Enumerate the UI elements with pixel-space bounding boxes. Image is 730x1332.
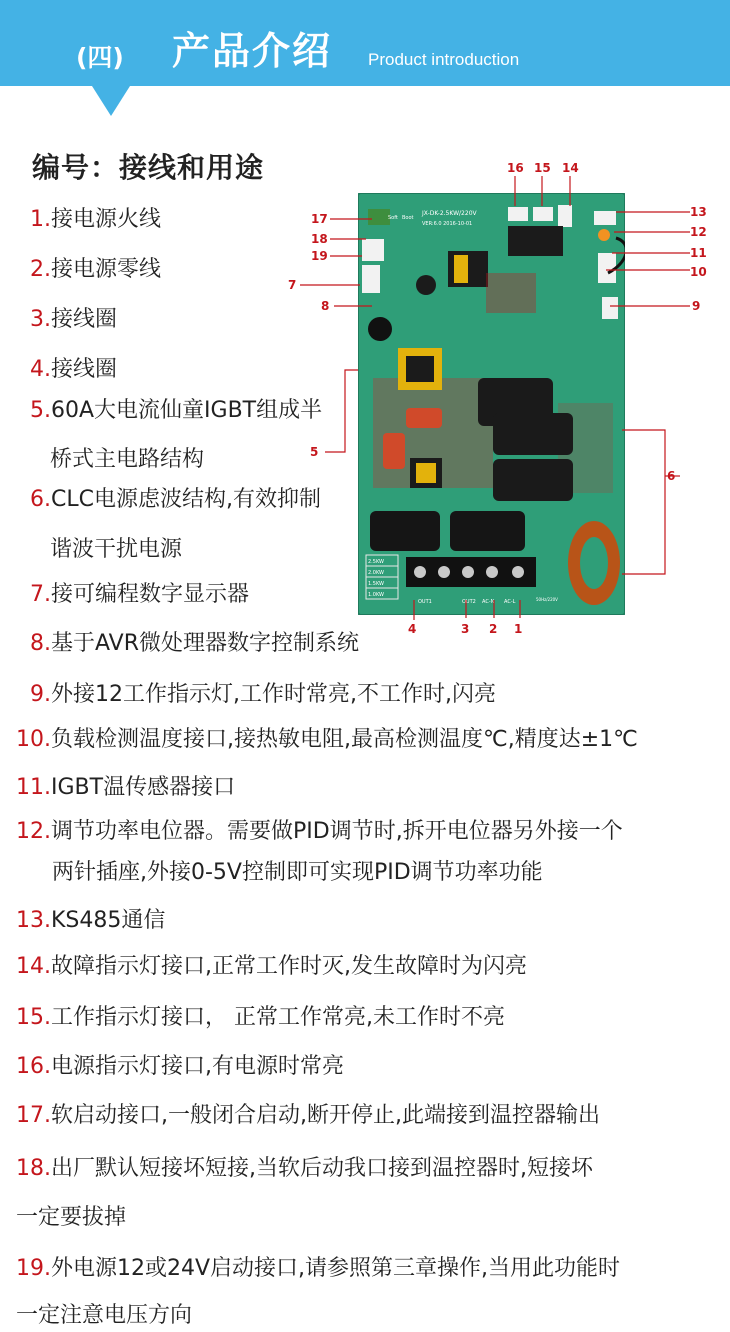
callout-6: 6 xyxy=(667,469,676,483)
svg-text:2.5KW: 2.5KW xyxy=(368,559,384,565)
boot-label: Boot xyxy=(402,215,414,221)
section-title: 编号：接线和用途 xyxy=(32,151,265,184)
list-item: 12.调节功率电位器。需要做PID调节时,拆开电位器另外接一个 xyxy=(16,819,623,844)
list-item: 19.外电源12或24V启动接口,请参照第三章操作,当用此功能时 xyxy=(16,1256,621,1281)
callout-3: 3 xyxy=(461,622,470,636)
board-model: JX-DK-2.5KW/220V xyxy=(422,210,477,217)
list-item-continuation: 谐波干扰电源 xyxy=(50,537,183,562)
callout-4: 4 xyxy=(408,622,417,636)
svg-text:50Hz/220V: 50Hz/220V xyxy=(536,597,558,602)
list-item: 18.出厂默认短接坏短接,当软后动我口接到温控器时,短接坏 xyxy=(16,1156,593,1181)
callout-2: 2 xyxy=(489,622,498,636)
callout-15: 15 xyxy=(534,161,551,175)
callout-7: 7 xyxy=(288,278,297,292)
list-item-continuation: 一定要拔掉 xyxy=(16,1205,127,1230)
callout-13: 13 xyxy=(690,205,707,219)
list-item: 7.接可编程数字显示器 xyxy=(30,582,250,607)
callout-16: 16 xyxy=(507,161,524,175)
list-item: 5.60A大电流仙童IGBT组成半 xyxy=(30,398,323,423)
callout-11: 11 xyxy=(690,246,707,260)
list-item-continuation: 一定注意电压方向 xyxy=(16,1303,193,1328)
soft-label: Soft xyxy=(388,215,398,221)
list-item: 16.电源指示灯接口,有电源时常亮 xyxy=(16,1054,344,1079)
page-title: 产品介绍 xyxy=(172,29,333,73)
list-item: 2.接电源零线 xyxy=(30,257,162,282)
page-subtitle: Product introduction xyxy=(368,50,520,69)
list-item: 4.接线圈 xyxy=(30,357,118,382)
svg-text:1.0KW: 1.0KW xyxy=(368,592,384,598)
callout-9: 9 xyxy=(692,299,701,313)
callout-19: 19 xyxy=(311,249,328,263)
list-item: 15.工作指示灯接口， 正常工作常亮,未工作时不亮 xyxy=(16,1005,505,1030)
board-date: VER:6.0 2016-10-01 xyxy=(422,221,473,227)
list-item: 6.CLC电源虑波结构,有效抑制 xyxy=(30,487,321,512)
callout-5: 5 xyxy=(310,445,319,459)
list-item-continuation: 桥式主电路结构 xyxy=(50,447,205,472)
list-item-continuation: 两针插座,外接0-5V控制即可实现PID调节功率功能 xyxy=(52,860,543,885)
list-item: 10.负载检测温度接口,接热敏电阻,最高检测温度℃,精度达±1℃ xyxy=(16,727,638,752)
callout-18: 18 xyxy=(311,232,328,246)
list-item: 14.故障指示灯接口,正常工作时灭,发生故障时为闪亮 xyxy=(16,954,527,979)
svg-text:AC-N: AC-N xyxy=(482,599,495,605)
list-item: 11.IGBT温传感器接口 xyxy=(16,775,236,800)
list-item: 13.KS485通信 xyxy=(16,908,166,933)
callout-8: 8 xyxy=(321,299,330,313)
callout-1: 1 xyxy=(514,622,523,636)
svg-text:2.0KW: 2.0KW xyxy=(368,570,384,576)
list-item: 17.软启动接口,一般闭合启动,断开停止,此端接到温控器输出 xyxy=(16,1103,600,1128)
callout-17: 17 xyxy=(311,212,328,226)
section-number: (四) xyxy=(76,43,124,72)
svg-text:OUT2: OUT2 xyxy=(462,599,476,605)
list-item: 1.接电源火线 xyxy=(30,207,162,232)
callout-10: 10 xyxy=(690,265,707,279)
list-item: 8.基于AVR微处理器数字控制系统 xyxy=(30,631,359,656)
callout-14: 14 xyxy=(562,161,579,175)
list-item: 9.外接12工作指示灯,工作时常亮,不工作时,闪亮 xyxy=(30,682,496,707)
svg-text:1.5KW: 1.5KW xyxy=(368,581,384,587)
list-item: 3.接线圈 xyxy=(30,307,118,332)
svg-text:AC-L: AC-L xyxy=(504,599,516,605)
callout-12: 12 xyxy=(690,225,707,239)
svg-text:OUT1: OUT1 xyxy=(418,599,432,605)
